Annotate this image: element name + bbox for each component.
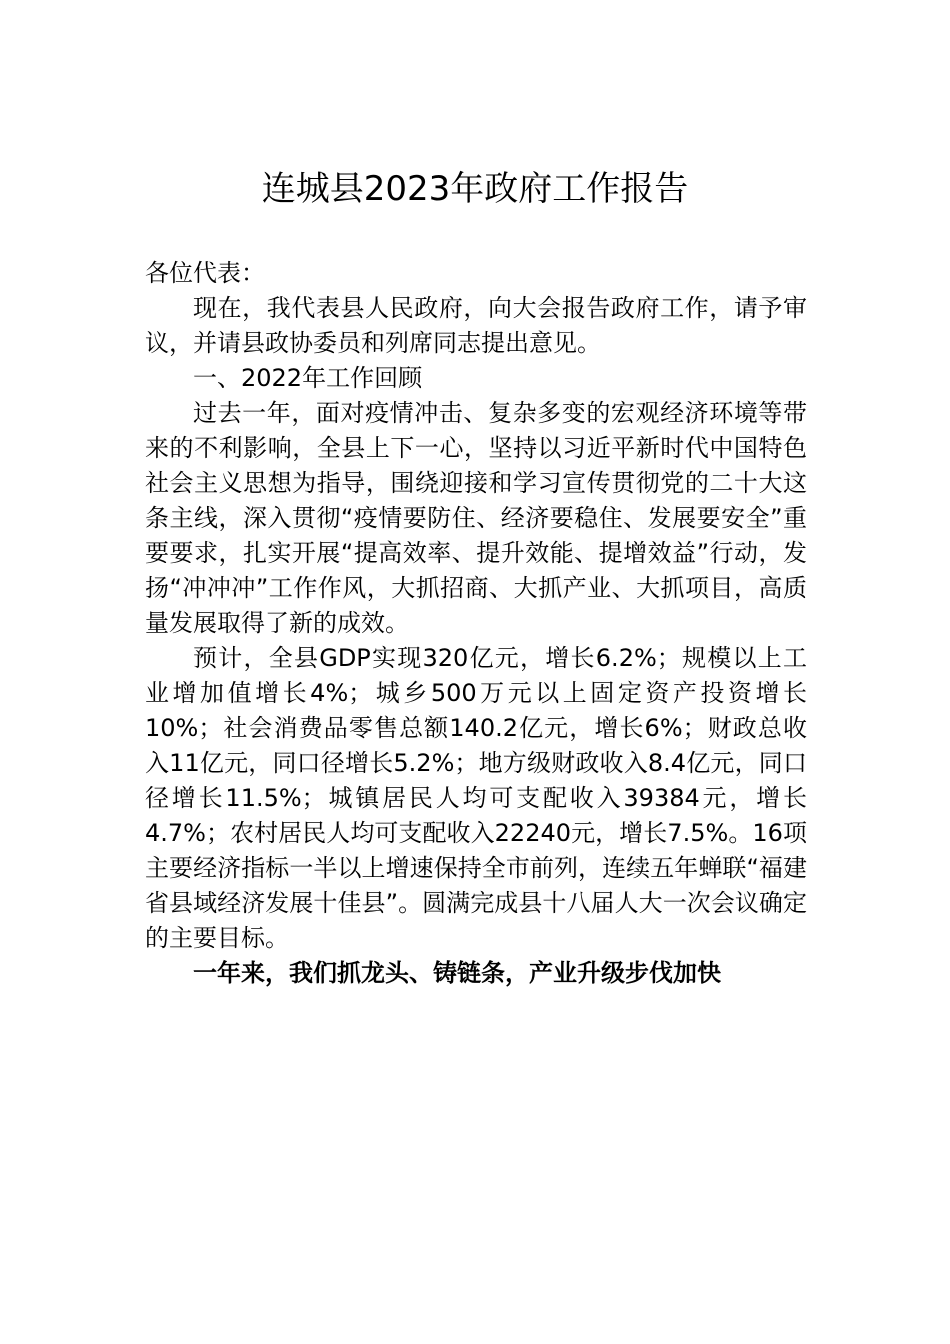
- bold-subheading: 一年来，我们抓龙头、铸链条，产业升级步伐加快: [193, 959, 721, 987]
- document-body: [145, 256, 807, 991]
- document-title: 连城县2023年政府工作报告: [261, 169, 689, 209]
- section-heading: 一、2022年工作回顾: [193, 364, 423, 392]
- intro-paragraph: 现在，我代表县人民政府，向大会报告政府工作，请予审议，并请县政协委员和列席同志提出意见。: [145, 294, 807, 357]
- review-paragraph: 过去一年，面对疫情冲击、复杂多变的宏观经济环境等带来的不利影响，全县上下一心，坚持以习近平新时代中国特色社会主义思想为指导，围绕迎接和学习宣传贯彻党的二十大这条主线，深入贯彻“疫情要防住、经济要稳住、发展要安全”重要要求，扎实开展“提高效率、提升效能、提增效益”行动，发扬“冲冲冲”工作作风，大抓招商、大抓产业、大抓项目，高质量发展取得了新的成效。: [145, 399, 807, 637]
- statistics-paragraph: 预计，全县GDP实现320亿元，增长6.2%；规模以上工业增加值增长4%；城乡500万元以上固定资产投资增长10%；社会消费品零售总额140.2亿元，增长6%；财政总收入11亿元，同口径增长5.2%；地方级财政收入8.4亿元，同口径增长11.5%；城镇居民人均可支配收入39384元，增长4.7%；农村居民人均可支配收入22240元，增长7.5%。16项主要经济指标一半以上增速保持全市前列，连续五年蝉联“福建省县域经济发展十佳县”。圆满完成县十八届人大一次会议确定的主要目标。: [145, 644, 807, 952]
- salutation: 各位代表：: [145, 259, 265, 287]
